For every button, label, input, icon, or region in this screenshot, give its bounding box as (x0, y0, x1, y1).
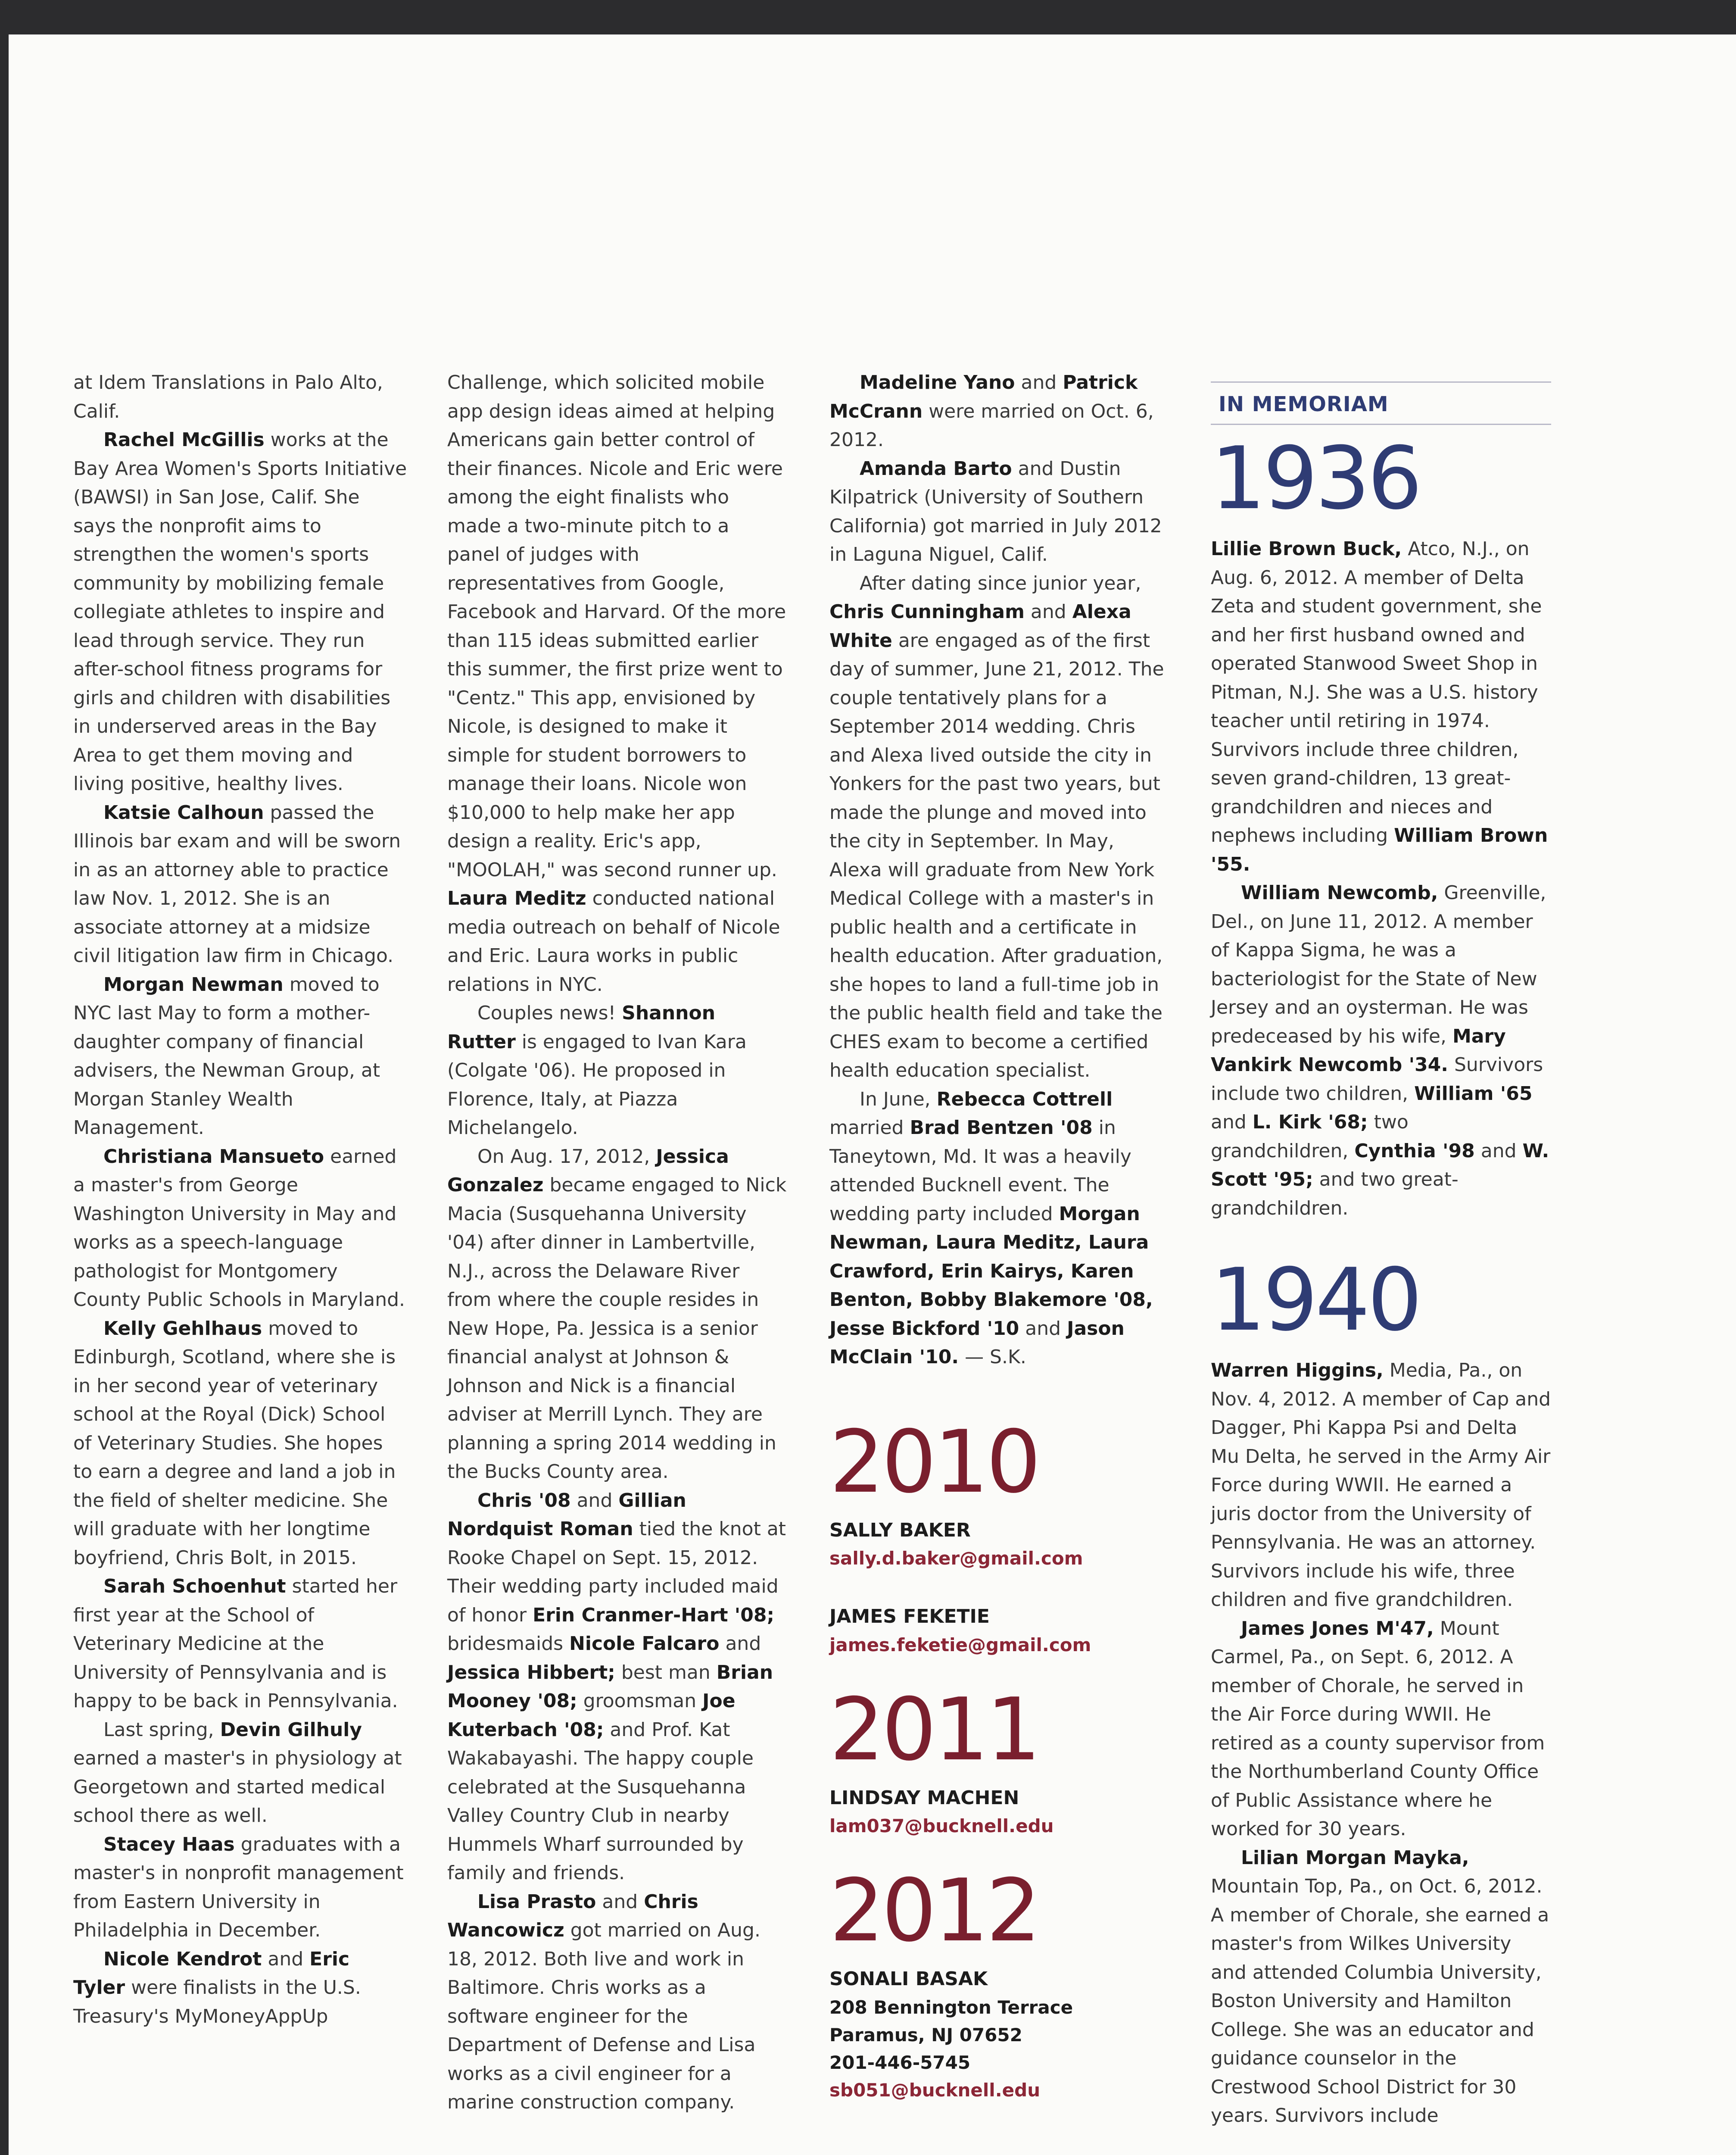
class-year-2011: 2011 (829, 1679, 1038, 1780)
note-paragraph: Katsie Calhoun passed the Illinois bar exam and will be sworn in as an attorney able to practice law Nov. 1, 2012. She is an associate attorney at a midsize civil litigation law firm in Chicago. (73, 801, 401, 967)
note-paragraph: Christiana Mansueto earned a master's from George Washington University in May and works as a speech-language pathologist for Montgomery County Public Schools in Maryland. (73, 1145, 405, 1311)
contact-name: SONALI BASAK (829, 1968, 988, 1990)
note-paragraph: Stacey Haas graduates with a master's in nonprofit management from Eastern University in Philadelphia in December. (73, 1833, 404, 1941)
contact-name: JAMES FEKETIE (829, 1605, 990, 1627)
memoriam-year-1940: 1940 (1211, 1250, 1420, 1350)
obituary-paragraph: Warren Higgins, Media, Pa., on Nov. 4, 2012. A member of Cap and Dagger, Phi Kappa Psi and Delta Mu Delta, he served in the Army Air Force during WWII. He earned a juris doctor from the University of Pennsylvania. He was an attorney. Survivors include his wife, three children and five grandchildren. (1211, 1359, 1551, 1611)
obituary-paragraph: William Newcomb, Greenville, Del., on June 11, 2012. A member of Kappa Sigma, he was a bacteriologist for the State of New Jersey and an oysterman. He was predeceased by his wife, Mary Vankirk Newcomb '34. Survivors include two children, William '65 and L. Kirk '68; two grandchildren, Cynthia '98 and W. Scott '95; and two great-grandchildren. (1211, 882, 1549, 1219)
note-paragraph: Morgan Newman moved to NYC last May to form a mother-daughter company of financial advisers, the Newman Group, at Morgan Stanley Wealth Management. (73, 973, 380, 1139)
year-2011-section (829, 1679, 1170, 1840)
in-memoriam-heading: IN MEMORIAM (1211, 381, 1551, 425)
class-notes-column-2 (447, 369, 788, 2117)
note-paragraph: Amanda Barto and Dustin Kilpatrick (University of Southern California) got married in July 2012 in Laguna Niguel, Calif. (829, 457, 1162, 565)
contact-email-link[interactable]: james.feketie@gmail.com (829, 1634, 1091, 1655)
note-paragraph: Last spring, Devin Gilhuly earned a master's in physiology at Georgetown and started medical school there as well. (73, 1718, 402, 1827)
class-contact (829, 1602, 1170, 1659)
note-paragraph: Chris '08 and Gillian Nordquist Roman tied the knot at Rooke Chapel on Sept. 15, 2012. Their wedding party included maid of honor Erin Cranmer-Hart '08; bridesmaids Nicole Falcaro and Jessica Hibbert; best man Brian Mooney '08; groomsman Joe Kuterbach '08; and Prof. Kat Wakabayashi. The happy couple celebrated at the Susquehanna Valley Country Club in nearby Hummels Wharf surrounded by family and friends. (447, 1489, 786, 1884)
note-paragraph: Sarah Schoenhut started her first year at the School of Veterinary Medicine at the University of Pennsylvania and is happy to be back in Pennsylvania. (73, 1575, 398, 1712)
note-paragraph: Lisa Prasto and Chris Wancowicz got married on Aug. 18, 2012. Both live and work in Baltimore. Chris works as a software engineer for the Department of Defense and Lisa works as a civil engineer for a marine construction company. (447, 1890, 760, 2113)
class-notes-column-1 (73, 369, 407, 2031)
contact-phone: 201-446-5745 (829, 2052, 971, 2073)
contact-email-link[interactable]: sally.d.baker@gmail.com (829, 1548, 1083, 1569)
contact-address-city: Paramus, NJ 07652 (829, 2024, 1022, 2046)
note-paragraph: In June, Rebecca Cottrell married Brad Bentzen '08 in Taneytown, Md. It was a heavily attended Bucknell event. The wedding party included Morgan Newman, Laura Meditz, Laura Crawford, Erin Kairys, Karen Benton, Bobby Blakemore '08, Jesse Bickford '10 and Jason McClain '10. — S.K. (829, 1088, 1153, 1368)
contact-email-link[interactable]: lam037@bucknell.edu (829, 1815, 1054, 1836)
in-memoriam-column (1211, 381, 1551, 2130)
magazine-page (9, 34, 1736, 2155)
year-2012-section (829, 1861, 1170, 2104)
class-year-2012: 2012 (829, 1861, 1038, 1961)
class-notes-column-3 (829, 369, 1170, 2134)
year-2010-section (829, 1412, 1170, 1659)
note-paragraph: Challenge, which solicited mobile app design ideas aimed at helping Americans gain better control of their finances. Nicole and Eric were among the eight finalists who made a two-minute pitch to a panel of judges with representatives from Google, Facebook and Harvard. Of the more than 115 ideas submitted earlier this summer, the first prize went to "Centz." This app, envisioned by Nicole, is designed to make it simple for student borrowers to manage their loans. Nicole won $10,000 to help make her app design a reality. Eric's app, "MOOLAH," was second runner up. Laura Meditz conducted national media outreach on behalf of Nicole and Eric. Laura works in public relations in NYC. (447, 372, 786, 996)
contact-address-street: 208 Bennington Terrace (829, 1996, 1073, 2018)
note-paragraph: On Aug. 17, 2012, Jessica Gonzalez became engaged to Nick Macia (Susquehanna University '04) after dinner in Lambertville, N.J., across the Delaware River from where the couple resides in New Hope, Pa. Jessica is a senior financial analyst at Johnson & Johnson and Nick is a financial adviser at Merrill Lynch. They are planning a spring 2014 wedding in the Bucks County area. (447, 1145, 787, 1483)
note-paragraph: Rachel McGillis works at the Bay Area Women's Sports Initiative (BAWSI) in San Jose, Calif. She says the nonprofit aims to strengthen the women's sports community by mobilizing female collegiate athletes to inspire and lead through service. They run after-school fitness programs for girls and children with disabilities in underserved areas in the Bay Area to get them moving and living positive, healthy lives. (73, 429, 407, 795)
note-paragraph: at Idem Translations in Palo Alto, Calif. (73, 372, 383, 422)
class-contact (829, 1516, 1170, 1573)
contact-name: LINDSAY MACHEN (829, 1786, 1019, 1809)
class-year-2010: 2010 (829, 1412, 1038, 1512)
note-paragraph: Nicole Kendrot and Eric Tyler were finalists in the U.S. Treasury's MyMoneyAppUp (73, 1948, 361, 2027)
note-paragraph: Kelly Gehlhaus moved to Edinburgh, Scotland, where she is in her second year of veterinary school at the Royal (Dick) School of Veterinary Studies. She hopes to earn a degree and land a job in the field of shelter medicine. She will graduate with her longtime boyfriend, Chris Bolt, in 2015. (73, 1317, 396, 1569)
class-contact (829, 1965, 1170, 2104)
note-paragraph: Couples news! Shannon Rutter is engaged to Ivan Kara (Colgate '06). He proposed in Florence, Italy, at Piazza Michelangelo. (447, 1002, 747, 1139)
note-paragraph: After dating since junior year, Chris Cunningham and Alexa White are engaged as of the first day of summer, June 21, 2012. The couple tentatively plans for a September 2014 wedding. Chris and Alexa lived outside the city in Yonkers for the past two years, but made the plunge and moved into the city in September. In May, Alexa will graduate from New York Medical College with a master's in public health and a certificate in health education. After graduation, she hopes to land a full-time job in the public health field and take the CHES exam to become a certified health education specialist. (829, 572, 1164, 1081)
class-contact (829, 1784, 1170, 1840)
obituary-paragraph: Lilian Morgan Mayka, Mountain Top, Pa., on Oct. 6, 2012. A member of Chorale, she earned a master's from Wilkes University and attended Columbia University, Boston University and Hamilton College. She was an educator and guidance counselor in the Crestwood School District for 30 years. Survivors include (1211, 1846, 1549, 2127)
contact-name: SALLY BAKER (829, 1519, 971, 1541)
note-paragraph: Madeline Yano and Patrick McCrann were married on Oct. 6, 2012. (829, 372, 1154, 451)
obituary-paragraph: James Jones M'47, Mount Carmel, Pa., on Sept. 6, 2012. A member of Chorale, he served in the Air Force during WWII. He retired as a county supervisor from the Northumberland County Office of Public Assistance where he worked for 30 years. (1211, 1617, 1545, 1840)
memoriam-year-1936: 1936 (1211, 428, 1420, 529)
contact-email-link[interactable]: sb051@bucknell.edu (829, 2079, 1041, 2101)
obituary-paragraph: Lillie Brown Buck, Atco, N.J., on Aug. 6, 2012. A member of Delta Zeta and student government, she and her first husband owned and operated Stanwood Sweet Shop in Pitman, N.J. She was a U.S. history teacher until retiring in 1974. Survivors include three children, seven grand-children, 13 great-grandchildren and nieces and nephews including William Brown '55. (1211, 538, 1548, 875)
